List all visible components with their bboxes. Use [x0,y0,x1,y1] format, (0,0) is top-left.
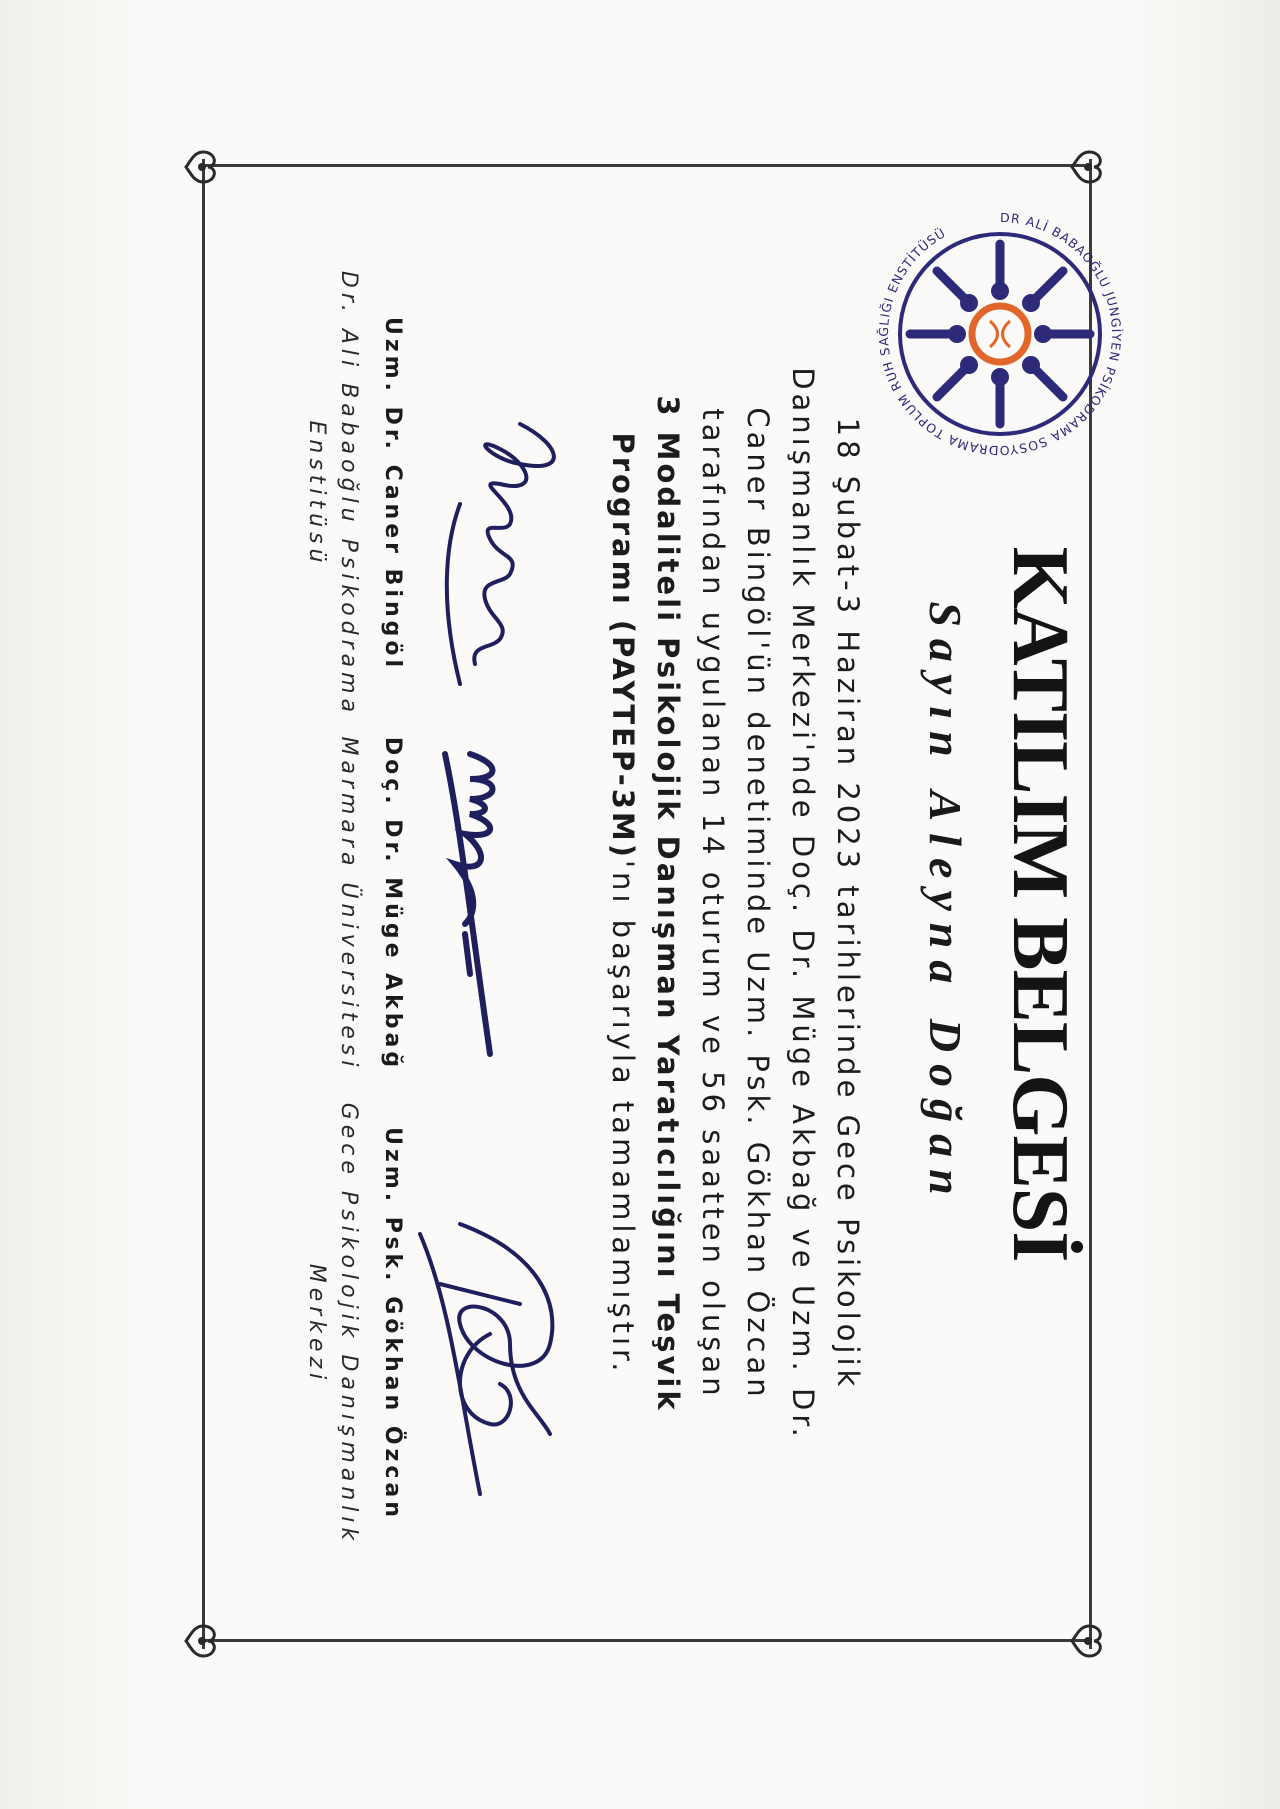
body-line: Caner Bingöl'ün denetiminde Uzm. Psk. Gökhan Özcan [741,407,775,1401]
certificate-title: KATILIM BELGESİ [996,546,1084,1262]
signer-block-muge-akbag [332,674,405,1134]
program-abbreviation: Programı (PAYTEP-3M) [606,432,640,861]
body-line: Danışmanlık Merkezi'nde Doç. Dr. Müge Akbağ ve Uzm. Dr. [786,367,820,1441]
logo-ring-text: DR ALİ BABAOĞLU JUNGİYEN PSİKODRAMA SOSYODRAMA TOPLUM RUH SAĞLIĞI ENSTİTÜSÜ [875,209,1125,459]
certificate [140,104,1140,1704]
signer-institution: Dr. Ali Babaoğlu Psikodrama Enstitüsü [304,270,361,718]
body-closing: 'nı başarıyla tamamlamıştır. [606,860,640,1376]
certificate-body [600,334,870,1474]
signer-institution: Gece Psikolojik Danışmanlık Merkezi [304,1102,361,1546]
corner-ornament-icon [180,144,226,190]
signer-name: Uzm. Dr. Caner Bingöl [380,316,405,672]
recipient-name: Sayın Aleyna Doğan [920,601,971,1207]
signature-caner-bingol [420,404,580,704]
signer-name: Doç. Dr. Müge Akbağ [380,736,405,1072]
signature-muge-akbag [420,744,530,1064]
body-line: 18 Şubat-3 Haziran 2023 tarihlerinde Gece Psikolojik [831,417,865,1391]
signer-institution: Marmara Üniversitesi [336,736,361,1072]
signature-gokhan-ozcan [410,1194,580,1504]
program-title: 3 Modaliteli Psikolojik Danışman Yaratıcılığını Teşvik [651,395,685,1413]
body-line: tarafından uygulanan 14 oturum ve 56 saatten oluşan [696,408,730,1400]
signer-block-gokhan-ozcan [300,1094,405,1554]
signer-block-caner-bingol [300,264,405,724]
frame-bottom-line [202,159,205,1649]
signer-name: Uzm. Psk. Gökhan Özcan [380,1127,405,1521]
corner-ornament-icon [180,1618,226,1664]
